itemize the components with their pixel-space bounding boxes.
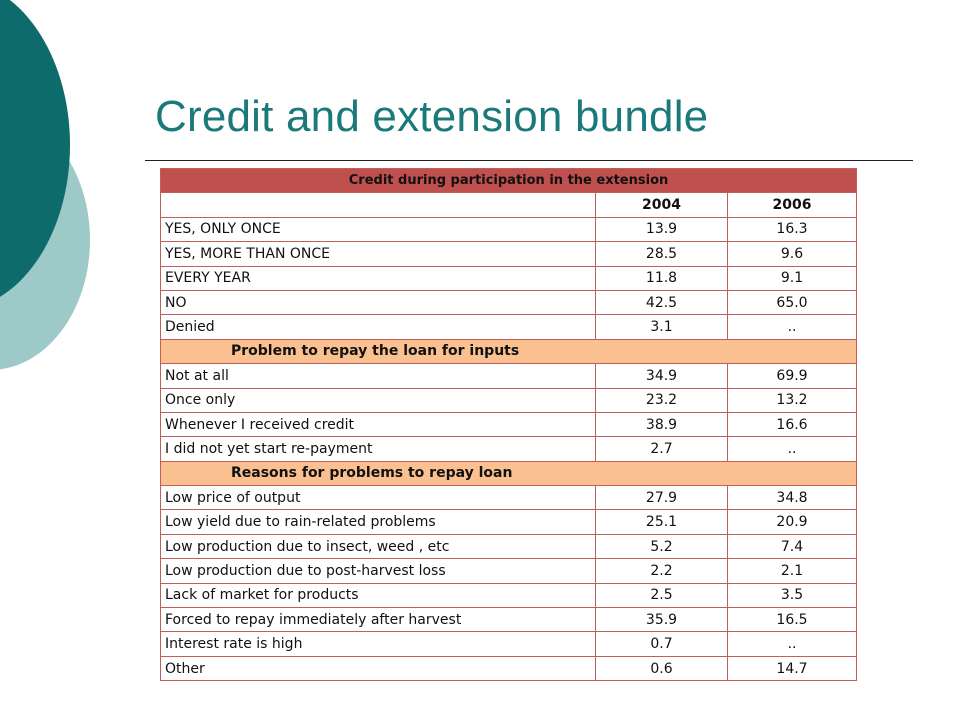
table-row: [161, 217, 857, 241]
value-2006: 16.5: [728, 608, 857, 632]
row-label: NO: [161, 290, 596, 314]
value-2004: 2.7: [596, 437, 728, 461]
value-2006: ..: [728, 315, 857, 339]
table-row: [161, 510, 857, 534]
row-label: Once only: [161, 388, 596, 412]
row-label: YES, ONLY ONCE: [161, 217, 596, 241]
table-row: [161, 266, 857, 290]
row-label: Low yield due to rain-related problems: [161, 510, 596, 534]
table-row: [161, 608, 857, 632]
table-row: [161, 315, 857, 339]
row-label: I did not yet start re-payment: [161, 437, 596, 461]
value-2006: 7.4: [728, 534, 857, 558]
value-2004: 13.9: [596, 217, 728, 241]
value-2004: 0.6: [596, 656, 728, 680]
row-label: Not at all: [161, 364, 596, 388]
value-2006: ..: [728, 632, 857, 656]
value-2006: 16.3: [728, 217, 857, 241]
row-label: Denied: [161, 315, 596, 339]
table-row: [161, 412, 857, 436]
table-row: [161, 486, 857, 510]
table-row: [161, 364, 857, 388]
value-2004: 2.5: [596, 583, 728, 607]
value-2004: 35.9: [596, 608, 728, 632]
value-2006: 69.9: [728, 364, 857, 388]
value-2006: 16.6: [728, 412, 857, 436]
table-row: [161, 583, 857, 607]
value-2004: 3.1: [596, 315, 728, 339]
section-header: Problem to repay the loan for inputs: [161, 339, 857, 363]
value-2004: 11.8: [596, 266, 728, 290]
year-header-2006: 2006: [728, 193, 857, 217]
value-2006: 2.1: [728, 559, 857, 583]
value-2004: 0.7: [596, 632, 728, 656]
title-divider: [145, 160, 913, 161]
table-row: [161, 290, 857, 314]
table-header-row: [161, 169, 857, 193]
row-label: Low production due to post-harvest loss: [161, 559, 596, 583]
value-2004: 5.2: [596, 534, 728, 558]
value-2004: 34.9: [596, 364, 728, 388]
table-row: [161, 437, 857, 461]
row-label: Other: [161, 656, 596, 680]
year-header-2004: 2004: [596, 193, 728, 217]
row-label: Low production due to insect, weed , etc: [161, 534, 596, 558]
section-header-row: [161, 339, 857, 363]
section-header: Reasons for problems to repay loan: [161, 461, 857, 485]
value-2006: 20.9: [728, 510, 857, 534]
credit-table: [160, 168, 857, 681]
value-2006: 3.5: [728, 583, 857, 607]
table-row: [161, 242, 857, 266]
value-2006: 9.6: [728, 242, 857, 266]
value-2004: 38.9: [596, 412, 728, 436]
table-row: [161, 388, 857, 412]
value-2004: 25.1: [596, 510, 728, 534]
row-label: YES, MORE THAN ONCE: [161, 242, 596, 266]
value-2004: 23.2: [596, 388, 728, 412]
value-2004: 42.5: [596, 290, 728, 314]
section-header-row: [161, 461, 857, 485]
value-2006: 9.1: [728, 266, 857, 290]
row-label: Low price of output: [161, 486, 596, 510]
table-header: Credit during participation in the extension: [161, 169, 857, 193]
table-row: [161, 559, 857, 583]
year-header-blank: [161, 193, 596, 217]
value-2004: 27.9: [596, 486, 728, 510]
row-label: Interest rate is high: [161, 632, 596, 656]
value-2006: 65.0: [728, 290, 857, 314]
slide-title: Credit and extension bundle: [155, 92, 709, 141]
value-2004: 2.2: [596, 559, 728, 583]
value-2006: ..: [728, 437, 857, 461]
row-label: Forced to repay immediately after harvest: [161, 608, 596, 632]
value-2006: 14.7: [728, 656, 857, 680]
table-row: [161, 534, 857, 558]
credit-table-body: [161, 169, 857, 681]
row-label: Whenever I received credit: [161, 412, 596, 436]
value-2006: 34.8: [728, 486, 857, 510]
row-label: EVERY YEAR: [161, 266, 596, 290]
table-row: [161, 632, 857, 656]
value-2004: 28.5: [596, 242, 728, 266]
row-label: Lack of market for products: [161, 583, 596, 607]
value-2006: 13.2: [728, 388, 857, 412]
table-row: [161, 656, 857, 680]
year-header-row: [161, 193, 857, 217]
